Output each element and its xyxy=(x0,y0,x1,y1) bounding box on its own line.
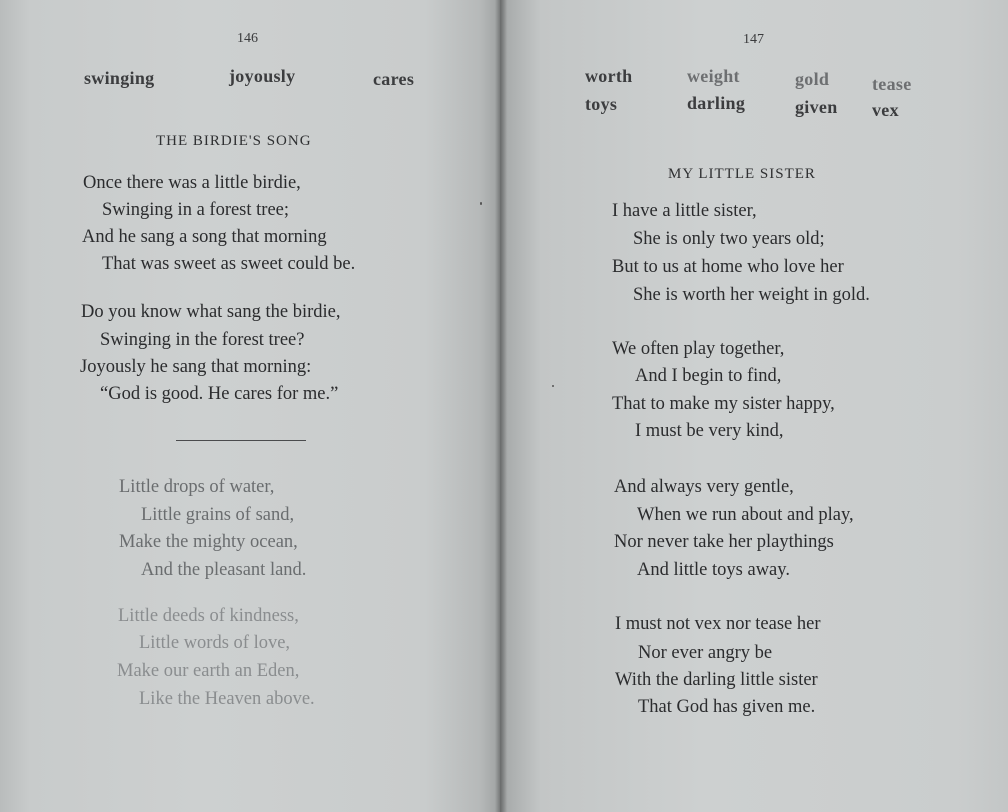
poem-line: And always very gentle, xyxy=(614,477,794,497)
poem-line: And little toys away. xyxy=(637,560,790,580)
poem-line: Swinging in the forest tree? xyxy=(100,330,305,350)
poem-line: And I begin to find, xyxy=(635,366,782,386)
poem-line: She is only two years old; xyxy=(633,229,825,249)
poem-line: Little deeds of kindness, xyxy=(118,606,299,626)
vocab-word: gold xyxy=(795,69,830,89)
section-divider xyxy=(176,440,306,441)
poem-line: Little grains of sand, xyxy=(141,505,295,525)
poem-line: But to us at home who love her xyxy=(612,257,844,277)
poem-line: Do you know what sang the birdie, xyxy=(81,302,341,322)
poem-line: Nor ever angry be xyxy=(638,643,773,663)
poem-line: That God has given me. xyxy=(638,697,816,717)
vocab-word: given xyxy=(795,97,838,117)
poem-line: I must not vex nor tease her xyxy=(615,614,821,634)
poem-line: Nor never take her playthings xyxy=(614,532,834,552)
vocab-word: tease xyxy=(872,74,912,94)
vocab-word: swinging xyxy=(84,68,155,88)
poem-line: She is worth her weight in gold. xyxy=(633,285,870,305)
poem-line: Make the mighty ocean, xyxy=(119,532,298,552)
poem-line: Little words of love, xyxy=(139,633,291,653)
poem-line: Joyously he sang that morning: xyxy=(80,357,312,377)
poem-line: Swinging in a forest tree; xyxy=(102,200,290,220)
poem-line: I have a little sister, xyxy=(612,201,757,221)
poem-line: “God is good. He cares for me.” xyxy=(100,384,339,404)
page-number-right: 147 xyxy=(743,32,764,47)
vocab-word: weight xyxy=(687,66,740,86)
book-gutter xyxy=(495,0,507,812)
poem-line: That was sweet as sweet could be. xyxy=(102,254,356,274)
poem-line: I must be very kind, xyxy=(635,421,784,441)
poem-line: Once there was a little birdie, xyxy=(83,173,301,193)
paper-speck xyxy=(480,202,482,205)
poem-line: That to make my sister happy, xyxy=(612,394,835,414)
vocab-word: darling xyxy=(687,93,746,113)
poem-line: And he sang a song that morning xyxy=(82,227,327,247)
vocab-word: toys xyxy=(585,94,618,114)
vocab-word: vex xyxy=(872,100,899,120)
paper-speck xyxy=(552,385,554,387)
vocab-word: cares xyxy=(373,69,415,89)
poem-line: Make our earth an Eden, xyxy=(117,661,300,681)
poem-line: We often play together, xyxy=(612,339,785,359)
poem-line: Like the Heaven above. xyxy=(139,689,315,709)
vocab-word: joyously xyxy=(229,66,296,86)
poem-title: THE BIRDIE'S SONG xyxy=(156,133,312,149)
poem-line: And the pleasant land. xyxy=(141,560,307,580)
poem-line: With the darling little sister xyxy=(615,670,818,690)
left-page xyxy=(0,0,500,812)
right-page xyxy=(500,0,1008,812)
page-number-left: 146 xyxy=(237,31,258,46)
vocab-word: worth xyxy=(585,66,633,86)
poem-line: Little drops of water, xyxy=(119,477,275,497)
poem-line: When we run about and play, xyxy=(637,505,854,525)
poem-title: MY LITTLE SISTER xyxy=(668,166,816,182)
